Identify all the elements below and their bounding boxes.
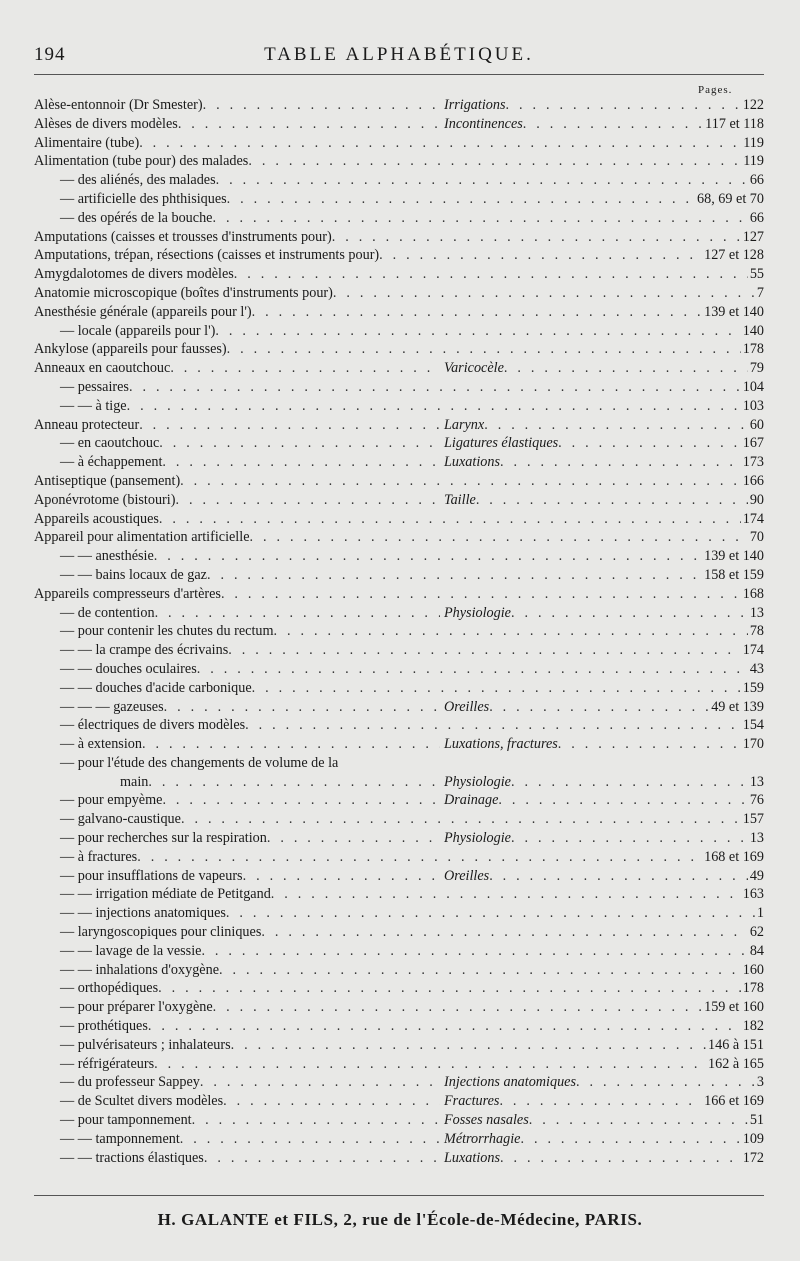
footer-rule (34, 1195, 764, 1196)
entry-cross-reference: Injections anatomiques (444, 1074, 577, 1091)
entry-page-number: 3 (756, 1074, 764, 1091)
leader-dots (192, 1111, 440, 1130)
index-entry (34, 115, 764, 134)
entry-term: Alèse-entonnoir (Dr Smester) (34, 97, 203, 113)
index-entry (34, 923, 764, 942)
leader-dots (511, 773, 748, 792)
leader-dots (506, 96, 741, 115)
index-entry (34, 378, 764, 397)
entry-term: — — inhalations d'oxygène (60, 961, 219, 978)
entry-page-number: 174 (742, 642, 764, 659)
index-entry (34, 773, 764, 792)
entry-page-number: 55 (749, 266, 764, 283)
leader-dots (162, 453, 440, 472)
index-entry (34, 397, 764, 416)
leader-dots (500, 1149, 741, 1168)
leader-dots (223, 1092, 440, 1111)
entry-term: Antiseptique (pansement) (34, 472, 181, 489)
index-entry (34, 209, 764, 228)
entry-page-number: 70 (749, 529, 764, 546)
entry-cross-reference: Physiologie (444, 773, 511, 790)
entry-cross-reference: Ligatures élastiques (444, 435, 559, 452)
entry-term: — pulvérisateurs ; inhalateurs (60, 1036, 231, 1053)
entry-term: — à extension (60, 736, 142, 753)
entry-page-number: 127 et 128 (704, 247, 764, 264)
leader-dots (248, 152, 741, 171)
index-entry (34, 791, 764, 810)
entry-term: Amputations, trépan, résections (caisses et instruments pour) (34, 247, 380, 264)
leader-dots (180, 1130, 440, 1149)
entry-page-number: 78 (749, 623, 764, 640)
entry-term: — pessaires (60, 378, 129, 395)
index-entry (34, 885, 764, 904)
entry-page-number: 104 (742, 378, 764, 395)
entry-term: — pour contenir les chutes du rectum (60, 623, 274, 640)
index-entry (34, 1149, 764, 1168)
leader-dots (271, 885, 741, 904)
entry-page-number: 117 et 118 (705, 115, 764, 132)
entry-page-number: 84 (749, 942, 764, 959)
leader-dots (159, 434, 440, 453)
leader-dots (504, 359, 748, 378)
entry-term: — — à tige (60, 397, 127, 414)
entry-cross-reference: Drainage (444, 792, 499, 809)
leader-dots (155, 604, 440, 623)
entry-page-number: 170 (742, 736, 764, 753)
entry-term: Anneaux en caoutchouc (34, 360, 171, 377)
leader-dots (252, 303, 702, 322)
entry-cross-reference: Larynx (444, 416, 485, 433)
entry-term: — pour empyème (60, 792, 163, 809)
leader-dots (274, 622, 748, 641)
entry-cross-reference: Luxations, fractures (444, 736, 558, 753)
entry-page-number: 154 (742, 717, 764, 734)
entry-term: — — irrigation médiate de Petitgand (60, 886, 271, 903)
page-header (34, 44, 764, 74)
leader-dots (148, 773, 440, 792)
leader-dots (252, 679, 741, 698)
entry-page-number: 174 (742, 510, 764, 527)
leader-dots (511, 829, 748, 848)
index-entry (34, 228, 764, 247)
leader-dots (520, 1130, 740, 1149)
leader-dots (207, 566, 702, 585)
leader-dots (154, 1055, 706, 1074)
index-entries (34, 96, 764, 1167)
index-entry (34, 510, 764, 529)
entry-term: — — injections anatomiques (60, 905, 226, 922)
leader-dots (204, 1149, 440, 1168)
entry-term: — orthopédiques (60, 980, 159, 997)
leader-dots (558, 434, 741, 453)
entry-term: — du professeur Sappey (60, 1074, 200, 1091)
index-entry (34, 904, 764, 923)
entry-page-number: 168 et 169 (704, 848, 764, 865)
index-entry (34, 585, 764, 604)
leader-dots (170, 359, 440, 378)
leader-dots (127, 397, 741, 416)
entry-page-number: 66 (749, 209, 764, 226)
leader-dots (226, 904, 755, 923)
entry-cross-reference: Incontinences (444, 115, 523, 132)
index-entry (34, 622, 764, 641)
leader-dots (137, 848, 702, 867)
leader-dots (181, 810, 741, 829)
entry-page-number: 182 (742, 1018, 764, 1035)
entry-page-number: 51 (749, 1112, 764, 1129)
entry-page-number: 76 (749, 792, 764, 809)
entry-term: — pour insufflations de vapeurs (60, 867, 243, 884)
entry-term: Amygdalotomes de divers modèles (34, 266, 234, 283)
leader-dots (489, 698, 709, 717)
index-entry (34, 171, 764, 190)
leader-dots (139, 416, 440, 435)
entry-term: — — — gazeuses (60, 698, 164, 715)
entry-page-number: 162 à 165 (708, 1055, 764, 1072)
entry-cross-reference: Physiologie (444, 604, 511, 621)
entry-page-number: 68, 69 et 70 (697, 190, 764, 207)
index-entry (34, 340, 764, 359)
entry-term: Alimentation (tube pour) des malades (34, 153, 249, 170)
leader-dots (250, 528, 748, 547)
entry-term: main (120, 773, 149, 790)
entry-term: — en caoutchouc (60, 435, 160, 452)
leader-dots (201, 942, 747, 961)
entry-term: — galvano-caustique (60, 811, 181, 828)
index-entry (34, 359, 764, 378)
entry-term: Ankylose (appareils pour fausses) (34, 341, 227, 358)
leader-dots (154, 547, 702, 566)
entry-cross-reference: Taille (444, 491, 476, 508)
entry-term: — de contention (60, 604, 155, 621)
leader-dots (227, 340, 741, 359)
index-entry (34, 303, 764, 322)
entry-cross-reference: Luxations (444, 454, 500, 471)
entry-term: Alèses de divers modèles (34, 115, 178, 132)
entry-term: — artificielle des phthisiques (60, 190, 227, 207)
leader-dots (142, 735, 440, 754)
entry-page-number: 13 (749, 773, 764, 790)
entry-cross-reference: Varicocèle (444, 360, 504, 377)
index-entry (34, 998, 764, 1017)
leader-dots (261, 923, 747, 942)
entry-page-number: 139 et 140 (704, 548, 764, 565)
entry-page-number: 49 (749, 867, 764, 884)
leader-dots (489, 867, 748, 886)
leader-dots (231, 1036, 706, 1055)
index-entry (34, 641, 764, 660)
index-entry (34, 453, 764, 472)
index-entry (34, 716, 764, 735)
entry-page-number: 163 (742, 886, 764, 903)
index-entry (34, 979, 764, 998)
index-entry (34, 848, 764, 867)
leader-dots (162, 791, 440, 810)
index-entry (34, 1055, 764, 1074)
leader-dots (164, 698, 440, 717)
entry-term: Amputations (caisses et trousses d'instruments pour) (34, 228, 332, 245)
entry-cross-reference: Oreilles (444, 698, 490, 715)
leader-dots (243, 867, 440, 886)
index-entry (34, 679, 764, 698)
leader-dots (227, 190, 695, 209)
index-entry (34, 829, 764, 848)
entry-term: Anneau protecteur (34, 416, 140, 433)
entry-term: Anesthésie générale (appareils pour l') (34, 303, 252, 320)
index-entry (34, 754, 764, 773)
entry-cross-reference: Fosses nasales (444, 1112, 529, 1129)
index-entry (34, 604, 764, 623)
leader-dots (213, 998, 702, 1017)
index-entry (34, 416, 764, 435)
index-entry (34, 265, 764, 284)
leader-dots (484, 416, 748, 435)
entry-page-number: 166 (742, 472, 764, 489)
leader-dots (499, 1092, 702, 1111)
index-entry (34, 491, 764, 510)
entry-term: — prothétiques (60, 1018, 148, 1035)
index-entry (34, 867, 764, 886)
entry-term: — à fractures (60, 848, 138, 865)
leader-dots (178, 115, 440, 134)
index-entry (34, 810, 764, 829)
entry-cross-reference: Physiologie (444, 830, 511, 847)
entry-term: — des opérés de la bouche (60, 209, 213, 226)
entry-term: Anatomie microscopique (boîtes d'instruments pour) (34, 284, 333, 301)
leader-dots (332, 228, 741, 247)
entry-term: — électriques de divers modèles (60, 717, 246, 734)
entry-page-number: 173 (742, 454, 764, 471)
leader-dots (159, 510, 741, 529)
entry-page-number: 178 (742, 341, 764, 358)
leader-dots (333, 284, 755, 303)
entry-page-number: 62 (749, 924, 764, 941)
entry-term: — des aliénés, des malades (60, 172, 216, 189)
leader-dots (175, 491, 440, 510)
leader-dots (379, 246, 702, 265)
index-entry (34, 434, 764, 453)
entry-cross-reference: Métrorrhagie (444, 1130, 521, 1147)
index-entry (34, 735, 764, 754)
leader-dots (500, 453, 741, 472)
entry-page-number: 159 (742, 679, 764, 696)
entry-page-number: 172 (742, 1149, 764, 1166)
entry-term: — de Scultet divers modèles (60, 1093, 224, 1110)
leader-dots (221, 585, 741, 604)
leader-dots (215, 322, 740, 341)
index-entry (34, 190, 764, 209)
entry-page-number: 60 (749, 416, 764, 433)
entry-term: — pour recherches sur la respiration (60, 830, 267, 847)
entry-term: — — anesthésie (60, 548, 154, 565)
index-entry (34, 246, 764, 265)
index-entry (34, 528, 764, 547)
entry-page-number: 160 (742, 961, 764, 978)
entry-cross-reference: Irrigations (444, 97, 506, 113)
index-entry (34, 1017, 764, 1036)
leader-dots (529, 1111, 748, 1130)
page-title: TABLE ALPHABÉTIQUE. (264, 44, 534, 65)
entry-page-number: 139 et 140 (704, 303, 764, 320)
index-entry (34, 1130, 764, 1149)
entry-page-number: 43 (749, 660, 764, 677)
entry-page-number: 119 (743, 134, 764, 151)
entry-page-number: 178 (742, 980, 764, 997)
index-entry (34, 660, 764, 679)
entry-page-number: 119 (743, 153, 764, 170)
leader-dots (200, 1073, 440, 1092)
header-rule (34, 74, 764, 75)
entry-page-number: 103 (742, 397, 764, 414)
entry-page-number: 157 (742, 811, 764, 828)
leader-dots (219, 961, 741, 980)
leader-dots (234, 265, 748, 284)
entry-term: — locale (appareils pour l') (60, 322, 216, 339)
index-entry (34, 134, 764, 153)
entry-page-number: 1 (756, 905, 764, 922)
index-entry (34, 96, 764, 115)
pages-column-label: Pages. (698, 84, 733, 96)
entry-term: — — douches oculaires (60, 660, 197, 677)
leader-dots (180, 472, 741, 491)
leader-dots (203, 96, 440, 115)
entry-term: — — douches d'acide carbonique (60, 679, 252, 696)
entry-cross-reference: Luxations (444, 1149, 500, 1166)
leader-dots (476, 491, 748, 510)
entry-term: — laryngoscopiques pour cliniques (60, 924, 262, 941)
index-entry (34, 698, 764, 717)
leader-dots (576, 1073, 755, 1092)
entry-term: — pour tamponnement (60, 1112, 192, 1129)
leader-dots (158, 979, 741, 998)
leader-dots (228, 641, 741, 660)
entry-term: Alimentaire (tube) (34, 134, 140, 151)
leader-dots (511, 604, 748, 623)
entry-page-number: 166 et 169 (704, 1093, 764, 1110)
page-number: 194 (34, 44, 66, 65)
entry-page-number: 122 (742, 97, 764, 113)
entry-term: — à échappement (60, 454, 163, 471)
entry-page-number: 109 (742, 1130, 764, 1147)
entry-page-number: 49 et 139 (711, 698, 764, 715)
entry-page-number: 159 et 160 (704, 999, 764, 1016)
entry-page-number: 13 (749, 830, 764, 847)
entry-term: — pour l'étude des changements de volume de la (60, 754, 339, 771)
entry-page-number: 13 (749, 604, 764, 621)
leader-dots (129, 378, 741, 397)
index-entry (34, 566, 764, 585)
index-entry (34, 472, 764, 491)
index-entry (34, 1092, 764, 1111)
index-entry (34, 322, 764, 341)
index-entry (34, 152, 764, 171)
index-entry (34, 1036, 764, 1055)
entry-term: — — tractions élastiques (60, 1149, 204, 1166)
entry-page-number: 168 (742, 585, 764, 602)
index-entry (34, 1111, 764, 1130)
entry-page-number: 79 (749, 360, 764, 377)
leader-dots (139, 134, 741, 153)
leader-dots (148, 1017, 741, 1036)
entry-page-number: 146 à 151 (708, 1036, 764, 1053)
entry-cross-reference: Fractures (444, 1093, 500, 1110)
entry-page-number: 140 (742, 322, 764, 339)
leader-dots (216, 171, 748, 190)
entry-page-number: 90 (749, 491, 764, 508)
leader-dots (558, 735, 741, 754)
publisher-footer: H. GALANTE et FILS, 2, rue de l'École-de-Médecine, PARIS. (157, 1210, 643, 1229)
index-entry (34, 547, 764, 566)
leader-dots (267, 829, 440, 848)
leader-dots (245, 716, 741, 735)
entry-term: — — lavage de la vessie (60, 942, 202, 959)
entry-term: Appareils acoustiques (34, 510, 159, 527)
entry-page-number: 127 (742, 228, 764, 245)
index-entry (34, 961, 764, 980)
entry-term: — — la crampe des écrivains (60, 642, 229, 659)
entry-term: Appareil pour alimentation artificielle (34, 529, 250, 546)
leader-dots (498, 791, 747, 810)
entry-page-number: 167 (742, 435, 764, 452)
index-entry (34, 942, 764, 961)
entry-term: — — bains locaux de gaz (60, 566, 207, 583)
leader-dots (212, 209, 747, 228)
entry-term: — réfrigérateurs (60, 1055, 155, 1072)
entry-page-number: 158 et 159 (704, 566, 764, 583)
entry-page-number: 66 (749, 172, 764, 189)
leader-dots (197, 660, 748, 679)
entry-page-number: 7 (756, 284, 764, 301)
entry-term: — — tamponnement (60, 1130, 180, 1147)
entry-term: — pour préparer l'oxygène (60, 999, 213, 1016)
index-entry (34, 1073, 764, 1092)
entry-term: Aponévrotome (bistouri) (34, 491, 176, 508)
index-entry (34, 284, 764, 303)
leader-dots (523, 115, 703, 134)
entry-term: Appareils compresseurs d'artères (34, 585, 221, 602)
entry-cross-reference: Oreilles (444, 867, 490, 884)
